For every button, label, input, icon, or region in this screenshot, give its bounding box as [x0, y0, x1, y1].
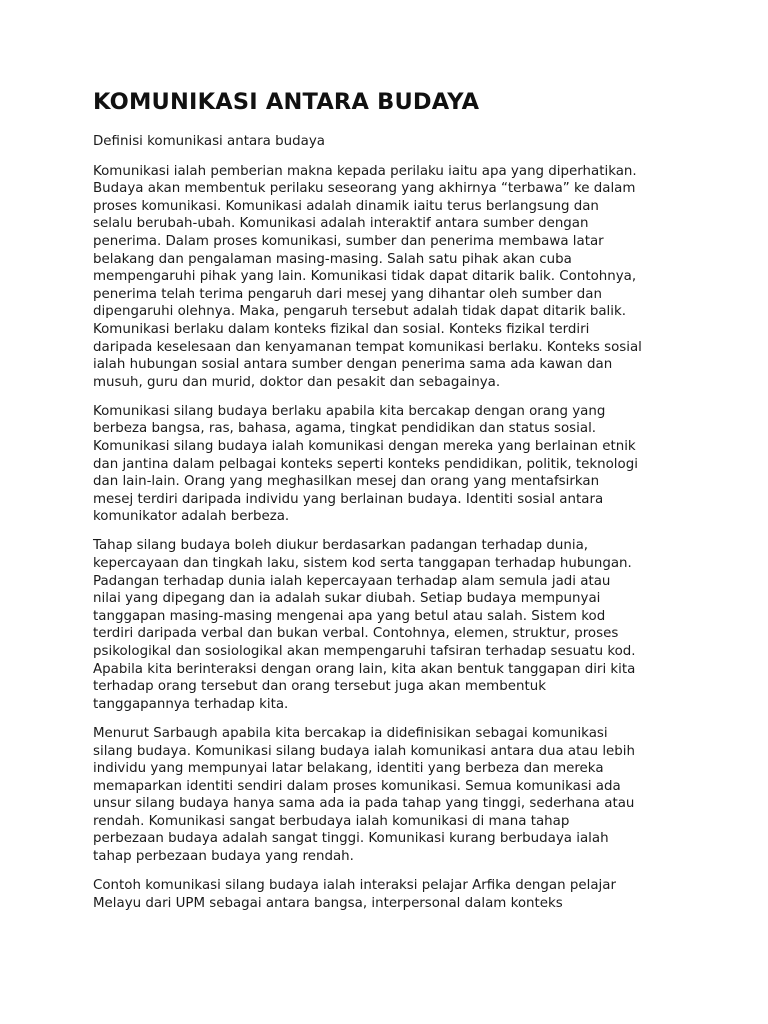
paragraph-line: selalu berubah-ubah. Komunikasi adalah interaktif antara sumber dengan: [93, 216, 589, 232]
paragraph-line: tahap perbezaan budaya yang rendah.: [93, 849, 354, 865]
paragraph-line: kepercayaan dan tingkah laku, sistem kod serta tanggapan terhadap hubungan.: [93, 556, 632, 572]
document-body: [93, 163, 683, 913]
paragraph-line: memaparkan identiti sendiri dalam proses komunikasi. Semua komunikasi ada: [93, 778, 621, 794]
paragraph-line: Budaya akan membentuk perilaku seseorang yang akhirnya “terbawa” ke dalam: [93, 181, 636, 197]
paragraph-line: Tahap silang budaya boleh diukur berdasarkan padangan terhadap dunia,: [93, 538, 589, 554]
paragraph-line: ialah hubungan sosial antara sumber dengan penerima sama ada kawan dan: [93, 357, 613, 373]
paragraph-line: tanggapannya terhadap kita.: [93, 696, 289, 712]
paragraph: [93, 725, 683, 866]
paragraph-line: Menurut Sarbaugh apabila kita bercakap ia didefinisikan sebagai komunikasi: [93, 725, 608, 741]
paragraph-line: mempengaruhi pihak yang lain. Komunikasi tidak dapat ditarik balik. Contohnya,: [93, 269, 637, 285]
paragraph-line: belakang dan pengalaman masing-masing. Salah satu pihak akan cuba: [93, 251, 572, 267]
paragraph-line: proses komunikasi. Komunikasi adalah dinamik iaitu terus berlangsung dan: [93, 198, 599, 214]
document-page: [93, 88, 683, 924]
paragraph: [93, 403, 683, 526]
paragraph-line: silang budaya. Komunikasi silang budaya ialah komunikasi antara dua atau lebih: [93, 743, 635, 759]
paragraph-line: berbeza bangsa, ras, bahasa, agama, tingkat pendidikan dan status sosial.: [93, 421, 597, 437]
paragraph-line: perbezaan budaya adalah sangat tinggi. Komunikasi kurang berbudaya ialah: [93, 831, 609, 847]
paragraph-line: dan lain-lain. Orang yang meghasilkan mesej dan orang yang mentafsirkan: [93, 474, 600, 490]
document-title: KOMUNIKASI ANTARA BUDAYA: [93, 89, 480, 115]
paragraph-line: komunikator adalah berbeza.: [93, 509, 290, 525]
paragraph-line: penerima. Dalam proses komunikasi, sumber dan penerima membawa latar: [93, 233, 604, 249]
paragraph: [93, 877, 683, 912]
paragraph-line: Komunikasi berlaku dalam konteks fizikal dan sosial. Konteks fizikal terdiri: [93, 321, 590, 337]
paragraph-line: terdiri daripada verbal dan bukan verbal. Contohnya, elemen, struktur, proses: [93, 626, 619, 642]
paragraph-line: Komunikasi silang budaya berlaku apabila kita bercakap dengan orang yang: [93, 403, 606, 419]
paragraph-line: Padangan terhadap dunia ialah kepercayaan terhadap alam semula jadi atau: [93, 573, 611, 589]
paragraph-line: Melayu dari UPM sebagai antara bangsa, interpersonal dalam konteks: [93, 895, 563, 911]
paragraph-line: dipengaruhi olehnya. Maka, pengaruh tersebut adalah tidak dapat ditarik balik.: [93, 304, 626, 320]
paragraph: [93, 163, 683, 392]
paragraph-line: mesej terdiri daripada individu yang berlainan budaya. Identiti sosial antara: [93, 491, 604, 507]
paragraph-line: Contoh komunikasi silang budaya ialah interaksi pelajar Arfika dengan pelajar: [93, 878, 616, 894]
section-subtitle: Definisi komunikasi antara budaya: [93, 134, 325, 149]
paragraph-line: Komunikasi ialah pemberian makna kepada perilaku iaitu apa yang diperhatikan.: [93, 163, 637, 179]
paragraph-line: tanggapan masing-masing mengenai apa yang betul atau salah. Sistem kod: [93, 608, 606, 624]
paragraph-line: nilai yang dipegang dan ia adalah sukar diubah. Setiap budaya mempunyai: [93, 591, 601, 607]
paragraph-line: musuh, guru dan murid, doktor dan pesakit dan sebagainya.: [93, 374, 501, 390]
paragraph-line: unsur silang budaya hanya sama ada ia pada tahap yang tinggi, sederhana atau: [93, 796, 635, 812]
paragraph-line: dan jantina dalam pelbagai konteks seperti konteks pendidikan, politik, teknologi: [93, 456, 638, 472]
paragraph-line: Komunikasi silang budaya ialah komunikasi dengan mereka yang berlainan etnik: [93, 439, 636, 454]
paragraph-line: individu yang mempunyai latar belakang, identiti yang berbeza dan mereka: [93, 761, 604, 777]
paragraph-line: terhadap orang tersebut dan orang tersebut juga akan membentuk: [93, 679, 546, 695]
paragraph-line: psikologikal dan sosiologikal akan mempengaruhi tafsiran terhadap sesuatu kod.: [93, 644, 636, 660]
paragraph-line: Apabila kita berinteraksi dengan orang lain, kita akan bentuk tanggapan diri kita: [93, 661, 636, 677]
paragraph: [93, 537, 683, 713]
paragraph-line: daripada keselesaan dan kenyamanan tempat komunikasi berlaku. Konteks sosial: [93, 339, 642, 355]
paragraph-line: rendah. Komunikasi sangat berbudaya ialah komunikasi di mana tahap: [93, 813, 570, 829]
paragraph-line: penerima telah terima pengaruh dari mesej yang dihantar oleh sumber dan: [93, 286, 602, 302]
